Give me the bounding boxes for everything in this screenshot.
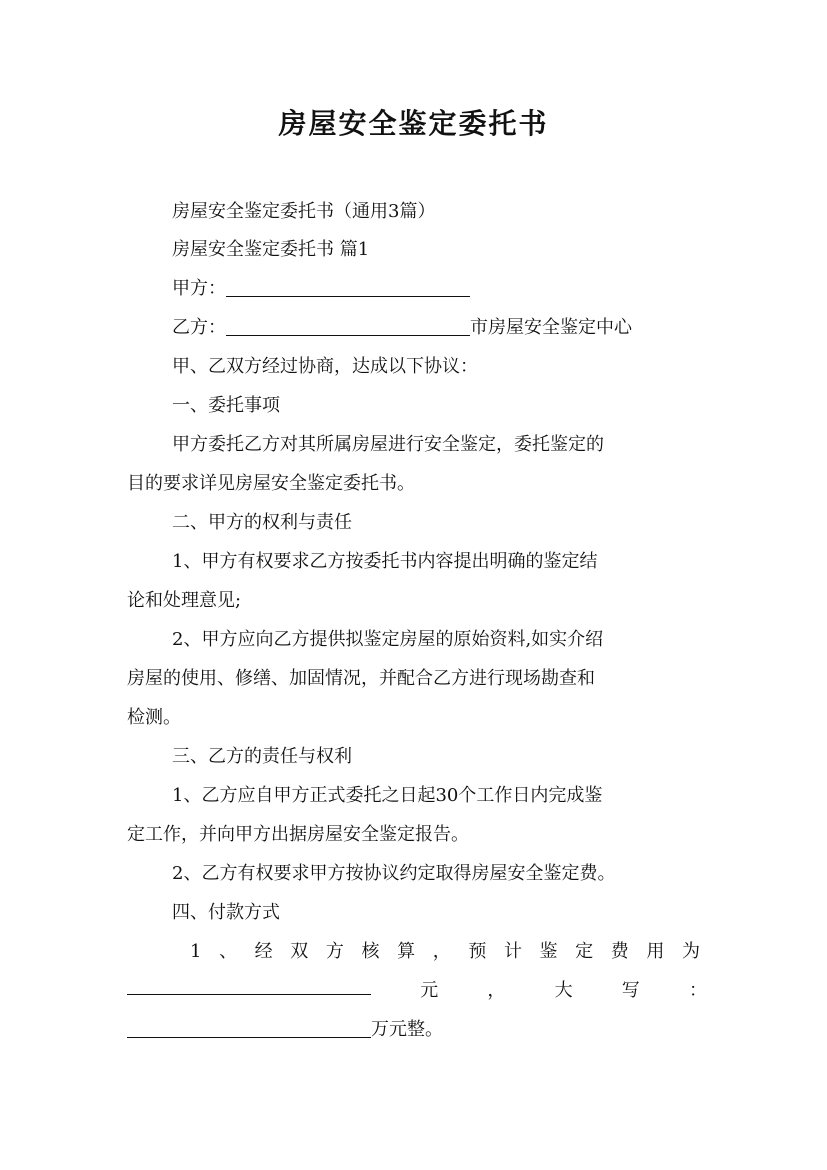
part-heading: 房屋安全鉴定委托书 篇1 — [172, 239, 370, 260]
section-heading-1: 一、委托事项 — [172, 395, 280, 416]
paragraph-line: 定工作，并向甲方出据房屋安全鉴定报告。 — [127, 824, 469, 845]
payment-char: 算 — [397, 941, 416, 962]
unit-yuan: 元 — [420, 980, 439, 1001]
section-heading-2: 二、甲方的权利与责任 — [172, 512, 352, 533]
payment-char: 核 — [361, 941, 380, 962]
paragraph-line: 目的要求详见房屋安全鉴定委托书。 — [127, 473, 415, 494]
payment-char: 双 — [290, 941, 309, 962]
payment-char: 计 — [503, 941, 522, 962]
paragraph-line: 2、甲方应向乙方提供拟鉴定房屋的原始资料,如实介绍 — [172, 629, 604, 650]
party-a-blank — [226, 274, 470, 297]
payment-char: 、 — [219, 941, 238, 962]
paragraph-line: 论和处理意见; — [127, 590, 242, 611]
daxie-char: 大 — [554, 980, 573, 1001]
xie-char: 写 — [621, 980, 640, 1001]
agreement-line: 甲、乙双方经过协商，达成以下协议： — [172, 356, 478, 377]
paragraph-line: 检测。 — [127, 707, 181, 728]
comma: ， — [487, 980, 506, 1001]
payment-char: 预 — [468, 941, 487, 962]
party-a-line — [172, 270, 712, 308]
fee-amount-blank — [127, 972, 371, 995]
document-title: 房屋安全鉴定委托书 — [278, 107, 549, 140]
paragraph-line: 1、甲方有权要求乙方按委托书内容提出明确的鉴定结 — [172, 551, 598, 572]
payment-line-1 — [190, 933, 700, 971]
colon: ： — [688, 980, 707, 1001]
payment-char: 经 — [254, 941, 273, 962]
paragraph-line: 甲方委托乙方对其所属房屋进行安全鉴定，委托鉴定的 — [172, 434, 604, 455]
payment-line-2 — [127, 972, 707, 1010]
payment-char: 鉴 — [539, 941, 558, 962]
party-a-label: 甲方： — [172, 278, 226, 299]
subtitle: 房屋安全鉴定委托书（通用3篇） — [172, 201, 436, 222]
paragraph-line: 1、乙方应自甲方正式委托之日起30个工作日内完成鉴 — [172, 785, 603, 806]
section-heading-3: 三、乙方的责任与权利 — [172, 746, 352, 767]
section-heading-4: 四、付款方式 — [172, 902, 280, 923]
party-b-blank — [226, 313, 470, 336]
party-b-label: 乙方： — [172, 317, 226, 338]
paragraph-line: 房屋的使用、修缮、加固情况，并配合乙方进行现场勘查和 — [127, 668, 595, 689]
payment-line-3 — [127, 1011, 707, 1049]
payment-char: ， — [432, 941, 451, 962]
paragraph-line: 2、乙方有权要求甲方按协议约定取得房屋安全鉴定费。 — [172, 863, 616, 884]
payment-char: 费 — [610, 941, 629, 962]
party-b-suffix: 市房屋安全鉴定中心 — [470, 317, 632, 338]
payment-char: 1 — [190, 941, 202, 962]
payment-char: 方 — [325, 941, 344, 962]
payment-text-spread — [190, 933, 700, 971]
wan-yuan-zheng: 万元整。 — [371, 1019, 443, 1040]
payment-char: 为 — [681, 941, 700, 962]
party-b-line — [172, 309, 712, 347]
fee-capital-blank — [127, 1015, 371, 1038]
payment-char: 用 — [646, 941, 665, 962]
payment-char: 定 — [575, 941, 594, 962]
